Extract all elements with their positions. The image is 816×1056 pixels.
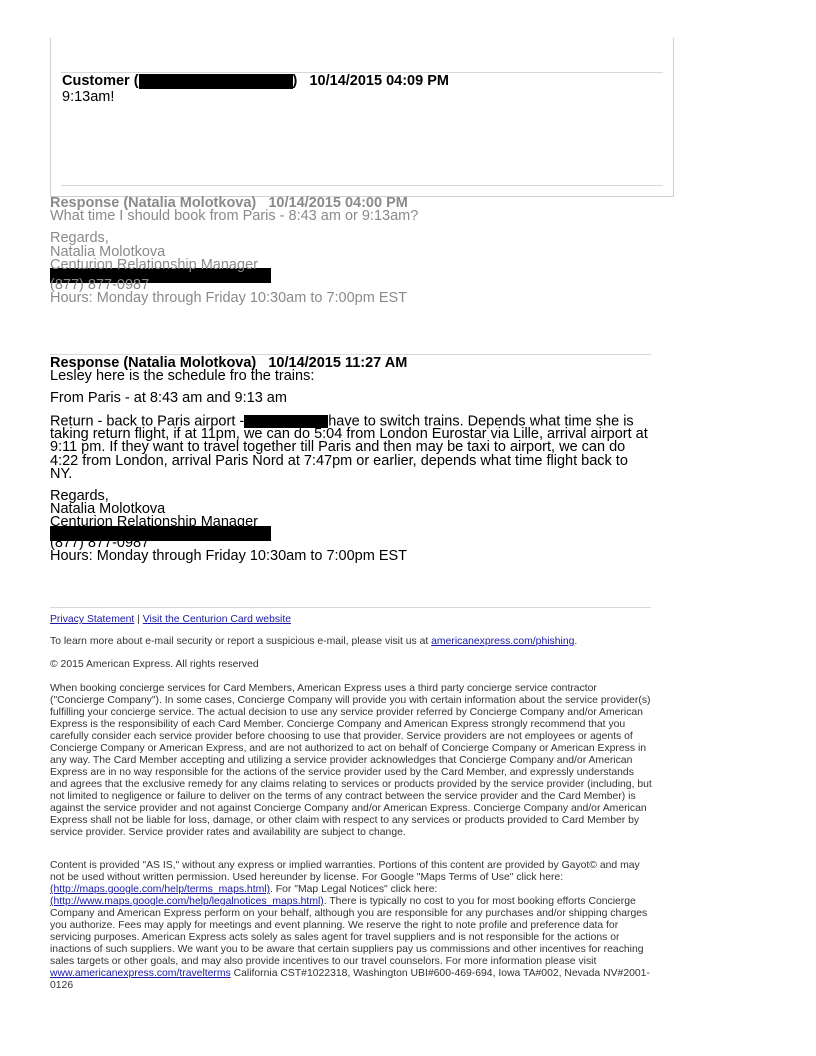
response-body-line: Lesley here is the schedule fro the trains: [50, 368, 315, 385]
response-message-older [50, 197, 652, 305]
phishing-link[interactable]: americanexpress.com/phishing [431, 636, 575, 647]
signature-hours: Hours: Monday through Friday 10:30am to 7:00pm EST [50, 547, 408, 564]
copyright: © 2015 American Express. All rights reserved [50, 659, 259, 670]
return-text: have to switch trains. Depends what time she is taking return flight, if at 11pm, we can do 5:04 from London Eurostar via Lille, arrival airport at 9:11 pm. If they want to travel together till Paris and then may be taxi to airport, we can do 4:22 from London, arrival Paris Nord at 7:47pm or earlier, depends what time flight back to NY. [50, 412, 648, 482]
signature-phone: (877) 877-0987 [50, 534, 150, 551]
maps-terms-link[interactable]: (http://maps.google.com/help/terms_maps.html) [50, 884, 271, 895]
signature-phone: (877) 877-0987 [50, 277, 150, 294]
signature-title: Centurion Relationship Manager [50, 514, 258, 531]
customer-label: Customer ( [62, 73, 139, 89]
concierge-disclaimer: When booking concierge services for Card Members, American Express uses a third party concierge service contractor ("Concierge Company"). In some cases, Concierge Company will provide you with certain information about the service provider(s) fulfilling your concierge service. The actual decision to use any service provider referred by Concierge Company and/or American Express is the responsibility of each Card Member. Concierge Company and American Express strongly recommend that you carefully consider each service provider before choosing to use that provider. Service providers are not employees or agents of Concierge Company or American Express, and are not authorized to act on behalf of Concierge Company or American Express in any way. The Card Member accepting and utilizing a service provider acknowledges that Concierge Company and/or American Express are in no way responsible for the actions of the service provider used by the Card Member, and expressly understands and agrees that the exclusive remedy for any claims relating to services or products provided by the service provider (including, but not limited to negligence or failure to deliver on the terms of any contract between the service provider and the Card Member) is against the service provider and not against Concierge Company and/or American Express. Concierge Company and/or American Express shall not be liable for loss, damage, or other claim with respect to any services or products provided to Card Member by service provider. Service provider rates and availability are subject to change. [50, 683, 652, 838]
content-text: . There is typically no cost to you for most booking efforts Concierge Company and American Express perform on your behalf, although you are responsible for any purchases and/or shipping charges you authorize. Fees may apply for meetings and event planning. We reserve the right to note profile and preference data for servicing purposes. American Express acts solely as sales agent for travel suppliers and is not responsible for the actions or inactions of such suppliers. We want you to be aware that certain suppliers pay us commissions and other incentives for reaching sales targets or other goals, and may also provide incentives to our travel counselors. For more information please visit [50, 896, 648, 967]
signature-regards: Regards, [50, 230, 109, 247]
response-body-line: From Paris - at 8:43 am and 9:13 am [50, 390, 287, 407]
response-timestamp: 10/14/2015 04:00 PM [268, 195, 408, 211]
privacy-statement-link[interactable]: Privacy Statement [50, 614, 135, 625]
footer-links [50, 614, 654, 626]
maps-legal-link[interactable]: (http://www.maps.google.com/help/legalnotices_maps.html) [50, 896, 324, 907]
centurion-website-link[interactable]: Visit the Centurion Card website [142, 614, 292, 625]
redaction-bar [139, 74, 293, 89]
link-separator: | [134, 614, 143, 625]
customer-message-box [50, 38, 674, 197]
signature-name: Natalia Molotkova [50, 501, 166, 518]
security-text: To learn more about e-mail security or report a suspicious e-mail, please visit us at [50, 636, 432, 647]
content-text: Content is provided "AS IS," without any express or implied warranties. Portions of this content are provided by Gayot© and may not be used without written permission. Used hereunder by license. For Google "Maps Terms of Use" click here: [50, 860, 640, 883]
signature-regards: Regards, [50, 487, 109, 504]
signature-hours: Hours: Monday through Friday 10:30am to 7:00pm EST [50, 290, 408, 307]
signature-name: Natalia Molotkova [50, 243, 166, 260]
content-text: California CST#1022318, Washington UBI#600-469-694, Iowa TA#002, Nevada NV#2001-0126 [50, 968, 650, 991]
response-body-paragraph [50, 412, 652, 482]
response-body: What time I should book from Paris - 8:43 am or 9:13am? [50, 208, 419, 225]
customer-timestamp: 10/14/2015 04:09 PM [309, 73, 449, 89]
response-message [50, 357, 652, 563]
divider [61, 185, 663, 186]
response-author: Response (Natalia Molotkova) [50, 355, 257, 371]
response-author: Response (Natalia Molotkova) [50, 195, 257, 211]
return-prefix: Return - back to Paris airport - [50, 412, 245, 429]
content-text: . For "Map Legal Notices" click here: [270, 884, 438, 895]
content-disclaimer [50, 860, 654, 992]
response-timestamp: 10/14/2015 11:27 AM [268, 355, 408, 371]
divider [50, 607, 651, 608]
signature-title: Centurion Relationship Manager [50, 256, 258, 273]
customer-message-body: 9:13am! [62, 89, 115, 105]
travel-terms-link[interactable]: www.americanexpress.com/travelterms [50, 968, 231, 979]
customer-label-end: ) [292, 73, 298, 89]
customer-message-header [62, 73, 449, 90]
security-text-end: . [574, 636, 578, 647]
security-notice [50, 636, 654, 648]
